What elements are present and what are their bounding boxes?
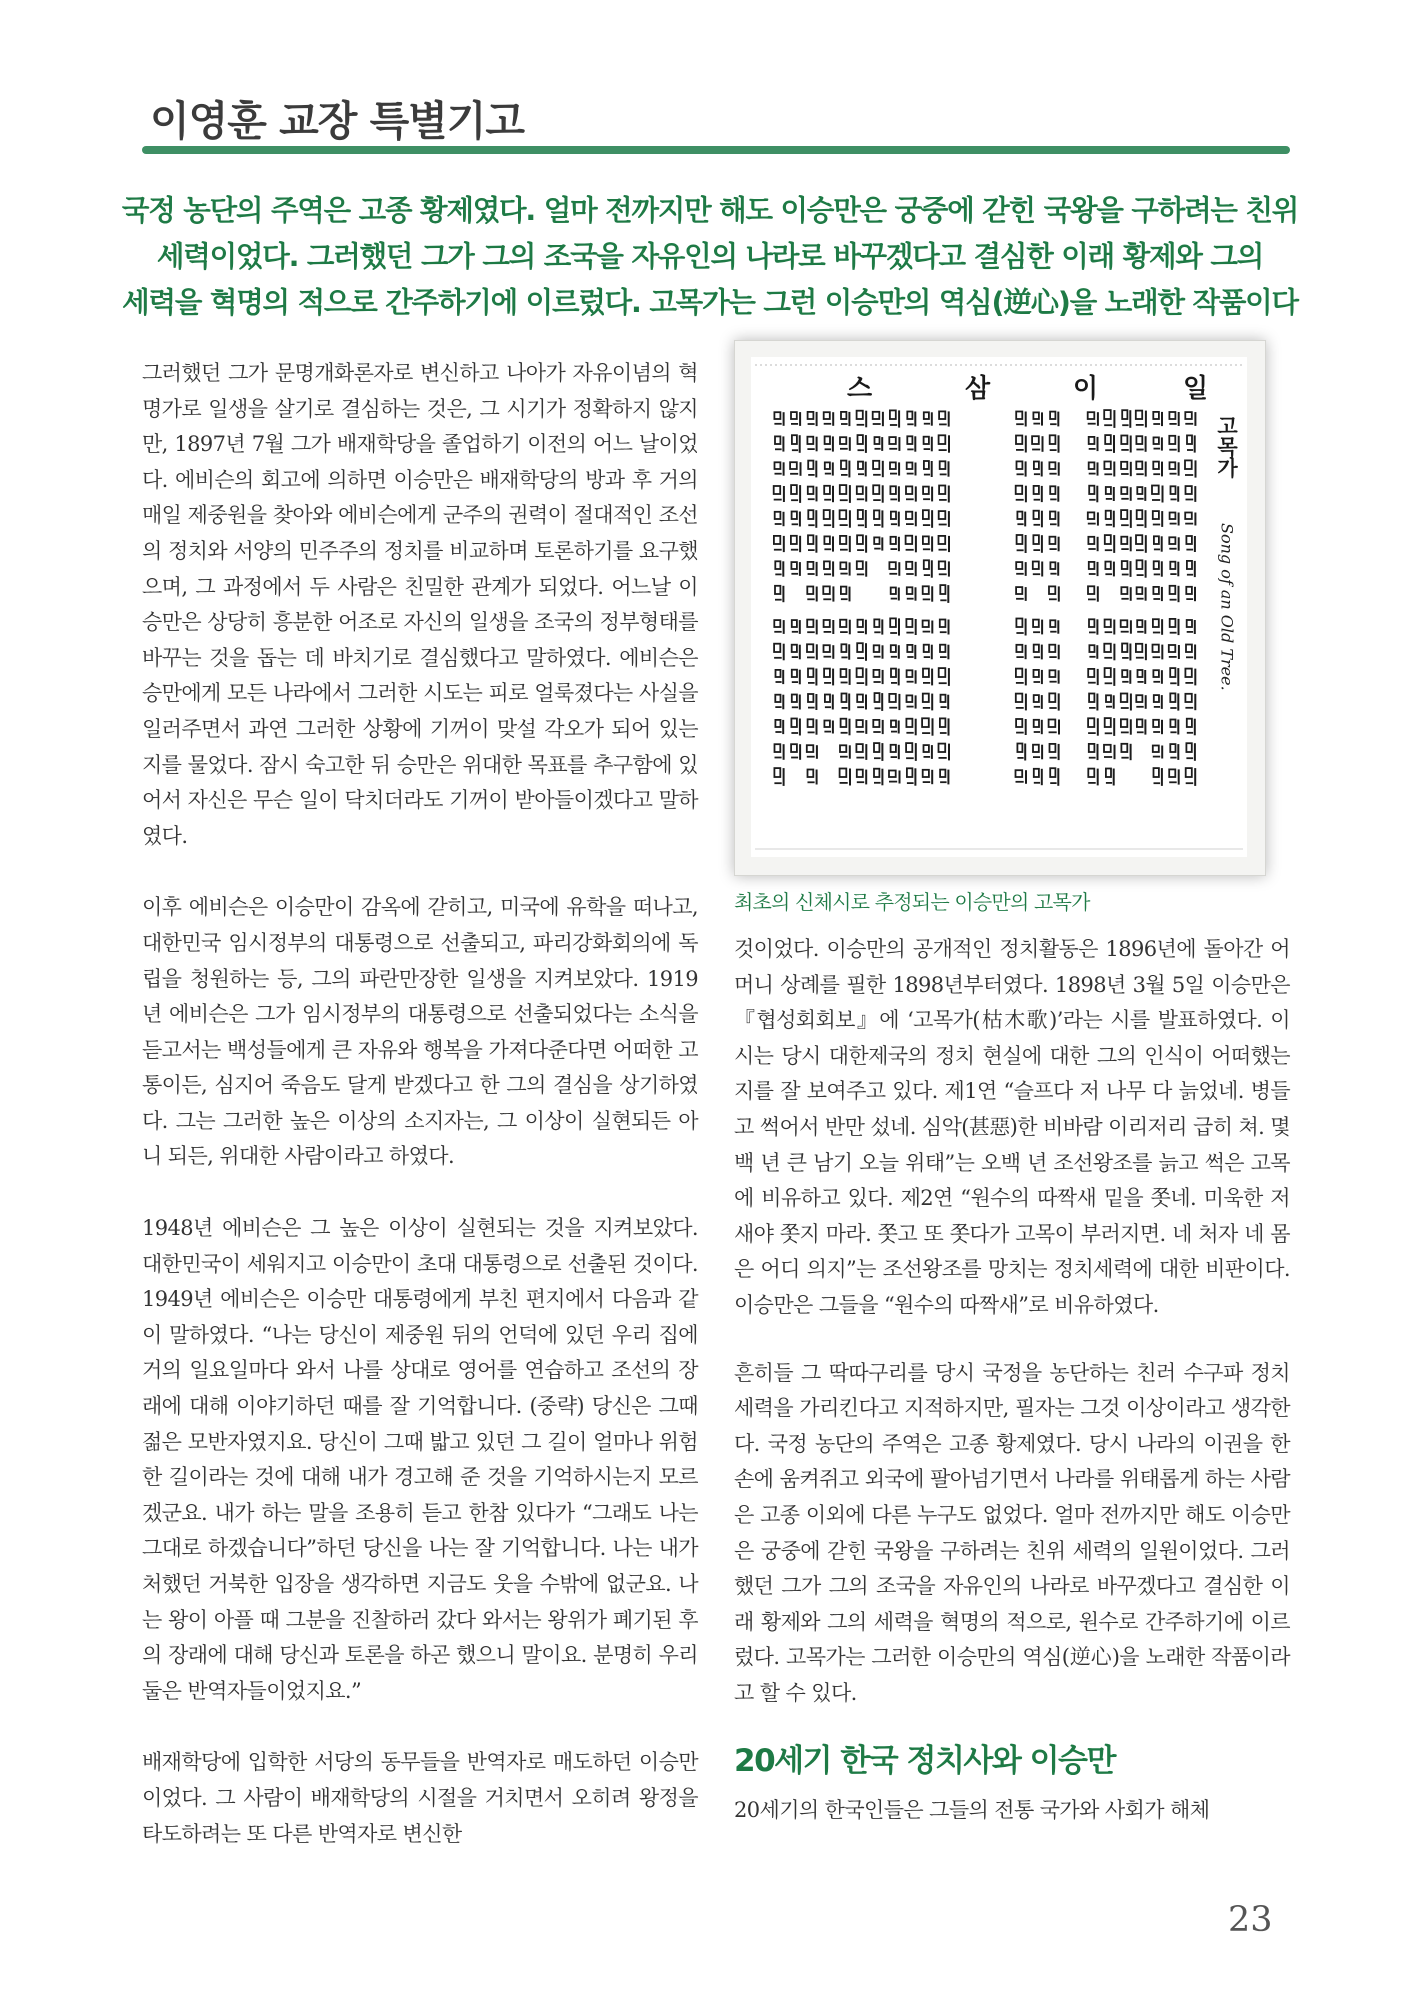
header-title: 이영훈 교장 특별기고: [150, 97, 525, 145]
poem-top-header: 일: [1183, 374, 1209, 404]
poem-top-header: 삼: [965, 374, 991, 404]
body-paragraph: 흔히들 그 딱따구리를 당시 국정을 농단하는 친러 수구파 정치세력을 가리킨다고 지적하지만, 필자는 그것 이상이라고 생각한다. 국정 농단의 주역은 고종 황제였다. 당시 나라의 이권을 한 손에 움켜쥐고 외국에 팔아넘기면서 나라를 위태롭게 하는 사람은 고종 이외에 다른 누구도 없었다. 얼마 전까지만 해도 이승만은 궁중에 갇힌 국왕을 구하려는 친위 세력의 일원이었다. 그러했던 그가 그의 조국을 자유인의 나라로 바꾸겠다고 결심한 이래 황제와 그의 세력을 혁명의 적으로, 원수로 간주하기에 이르렀다. 고목가는 그러한 이승만의 역심(逆心)을 노래한 작품이라고 할 수 있다.: [734, 1360, 1290, 1705]
body-paragraph: 20세기의 한국인들은 그들의 전통 국가와 사회가 해체: [734, 1798, 1210, 1823]
body-paragraph: 배재학당에 입학한 서당의 동무들을 반역자로 매도하던 이승만이었다. 그 사람이 배재학당의 시절을 거치면서 오히려 왕정을 타도하려는 또 다른 반역자로 변신한: [142, 1750, 698, 1846]
lead-paragraph: [100, 188, 1320, 326]
poem-title-vertical: 고목가: [1214, 415, 1240, 478]
poem-scan-svg: [751, 357, 1247, 857]
body-paragraph: 것이었다. 이승만의 공개적인 정치활동은 1896년에 돌아간 어머니 상례를 필한 1898년부터였다. 1898년 3월 5일 이승만은 『협성회회보』에 ‘고목가(枯木歌)’라는 시를 발표하였다. 이 시는 당시 대한제국의 정치 현실에 대한 그의 인식이 어떠했는지를 잘 보여주고 있다. 제1연 “슬프다 저 나무 다 늙었네. 병들고 썩어서 반만 섰네. 심악(甚惡)한 비바람 이리저리 급히 쳐. 몇백 년 큰 남기 오늘 위태”는 오백 년 조선왕조를 늙고 썩은 고목에 비유하고 있다. 제2연 “원수의 따짝새 밑을 쫏네. 미욱한 저 새야 쫏지 마라. 쫏고 또 쫏다가 고목이 부러지면. 네 처자 네 몸은 어디 의지”는 조선왕조를 망치는 정치세력에 대한 비판이다. 이승만은 그들을 “원수의 따짝새”로 비유하였다.: [734, 937, 1290, 1317]
header-rule: [142, 146, 1290, 154]
poem-top-header: 스: [847, 374, 873, 404]
section-heading: 20세기 한국 정치사와 이승만: [734, 1743, 1115, 1780]
figure-caption: 최초의 신체시로 추정되는 이승만의 고목가: [734, 890, 1090, 914]
poem-english-title: Song of an Old Tree.: [1217, 523, 1237, 691]
body-paragraph: 1948년 에비슨은 그 높은 이상이 실현되는 것을 지켜보았다. 대한민국이 세워지고 이승만이 초대 대통령으로 선출된 것이다. 1949년 에비슨은 이승만 대통령에게 부친 편지에서 다음과 같이 말하였다. “나는 당신이 제중원 뒤의 언덕에 있던 우리 집에 거의 일요일마다 와서 나를 상대로 영어를 연습하고 조선의 장래에 대해 이야기하던 때를 잘 기억합니다. (중략) 당신은 그때 젊은 모반자였지요. 당신이 그때 밟고 있던 그 길이 얼마나 위험한 길이라는 것에 대해 내가 경고해 준 것을 기억하시는지 모르겠군요. 내가 하는 말을 조용히 듣고 한참 있다가 “그래도 나는 그대로 하겠습니다”하던 당신을 나는 잘 기억합니다. 나는 내가 처했던 거북한 입장을 생각하면 지금도 웃을 수밖에 없군요. 나는 왕이 아플 때 그분을 진찰하러 갔다 와서는 왕위가 폐기된 후의 장래에 대해 당신과 토론을 하곤 했으니 말이요. 분명히 우리 둘은 반역자들이었지요.”: [142, 1216, 698, 1703]
lead-line: 세력이었다. 그러했던 그가 그의 조국을 자유인의 나라로 바꾸겠다고 결심한 이래 황제와 그의: [156, 240, 1264, 273]
left-column: [142, 356, 698, 1852]
body-paragraph: 그러했던 그가 문명개화론자로 변신하고 나아가 자유이념의 혁명가로 일생을 살기로 결심하는 것은, 그 시기가 정확하지 않지만, 1897년 7월 그가 배재학당을 졸업하기 이전의 어느 날이었다. 에비슨의 회고에 의하면 이승만은 배재학당의 방과 후 거의 매일 제중원을 찾아와 에비슨에게 군주의 권력이 절대적인 조선의 정치와 서양의 민주주의 정치를 비교하며 토론하기를 요구했으며, 그 과정에서 두 사람은 친밀한 관계가 되었다. 어느날 이승만은 상당히 흥분한 어조로 자신의 일생을 조국의 정부형태를 바꾸는 것을 돕는 데 바치기로 결심했다고 말하였다. 에비슨은 승만에게 모든 나라에서 그러한 시도는 피로 얼룩졌다는 사실을 일러주면서 과연 그러한 상황에 기꺼이 맞설 각오가 되어 있는지를 물었다. 잠시 숙고한 뒤 승만은 위대한 목표를 추구함에 있어서 자신은 무슨 일이 닥치더라도 기꺼이 받아들이겠다고 말하였다.: [142, 361, 698, 848]
body-paragraph: 이후 에비슨은 이승만이 감옥에 갇히고, 미국에 유학을 떠나고, 대한민국 임시정부의 대통령으로 선출되고, 파리강화회의에 독립을 청원하는 등, 그의 파란만장한 일생을 지켜보았다. 1919년 에비슨은 그가 임시정부의 대통령으로 선출되었다는 소식을 듣고서는 백성들에게 큰 자유와 행복을 가져다준다면 어떠한 고통이든, 심지어 죽음도 달게 받겠다고 한 그의 결심을 상기하였다. 그는 그러한 높은 이상의 소지자는, 그 이상이 실현되든 아니 되든, 위대한 사람이라고 하였다.: [142, 895, 698, 1169]
poem-scan-figure: [734, 340, 1266, 876]
right-column: [734, 932, 1290, 1829]
poem-top-header: 이: [1073, 374, 1099, 404]
lead-line: 세력을 혁명의 적으로 간주하기에 이르렀다. 고목가는 그런 이승만의 역심(逆心)을 노래한 작품이다: [122, 286, 1298, 319]
poem-scan-image: [751, 357, 1247, 857]
lead-line: 국정 농단의 주역은 고종 황제였다. 얼마 전까지만 해도 이승만은 궁중에 갇힌 국왕을 구하려는 친위: [121, 194, 1299, 227]
page-number: 23: [1228, 1900, 1273, 1940]
